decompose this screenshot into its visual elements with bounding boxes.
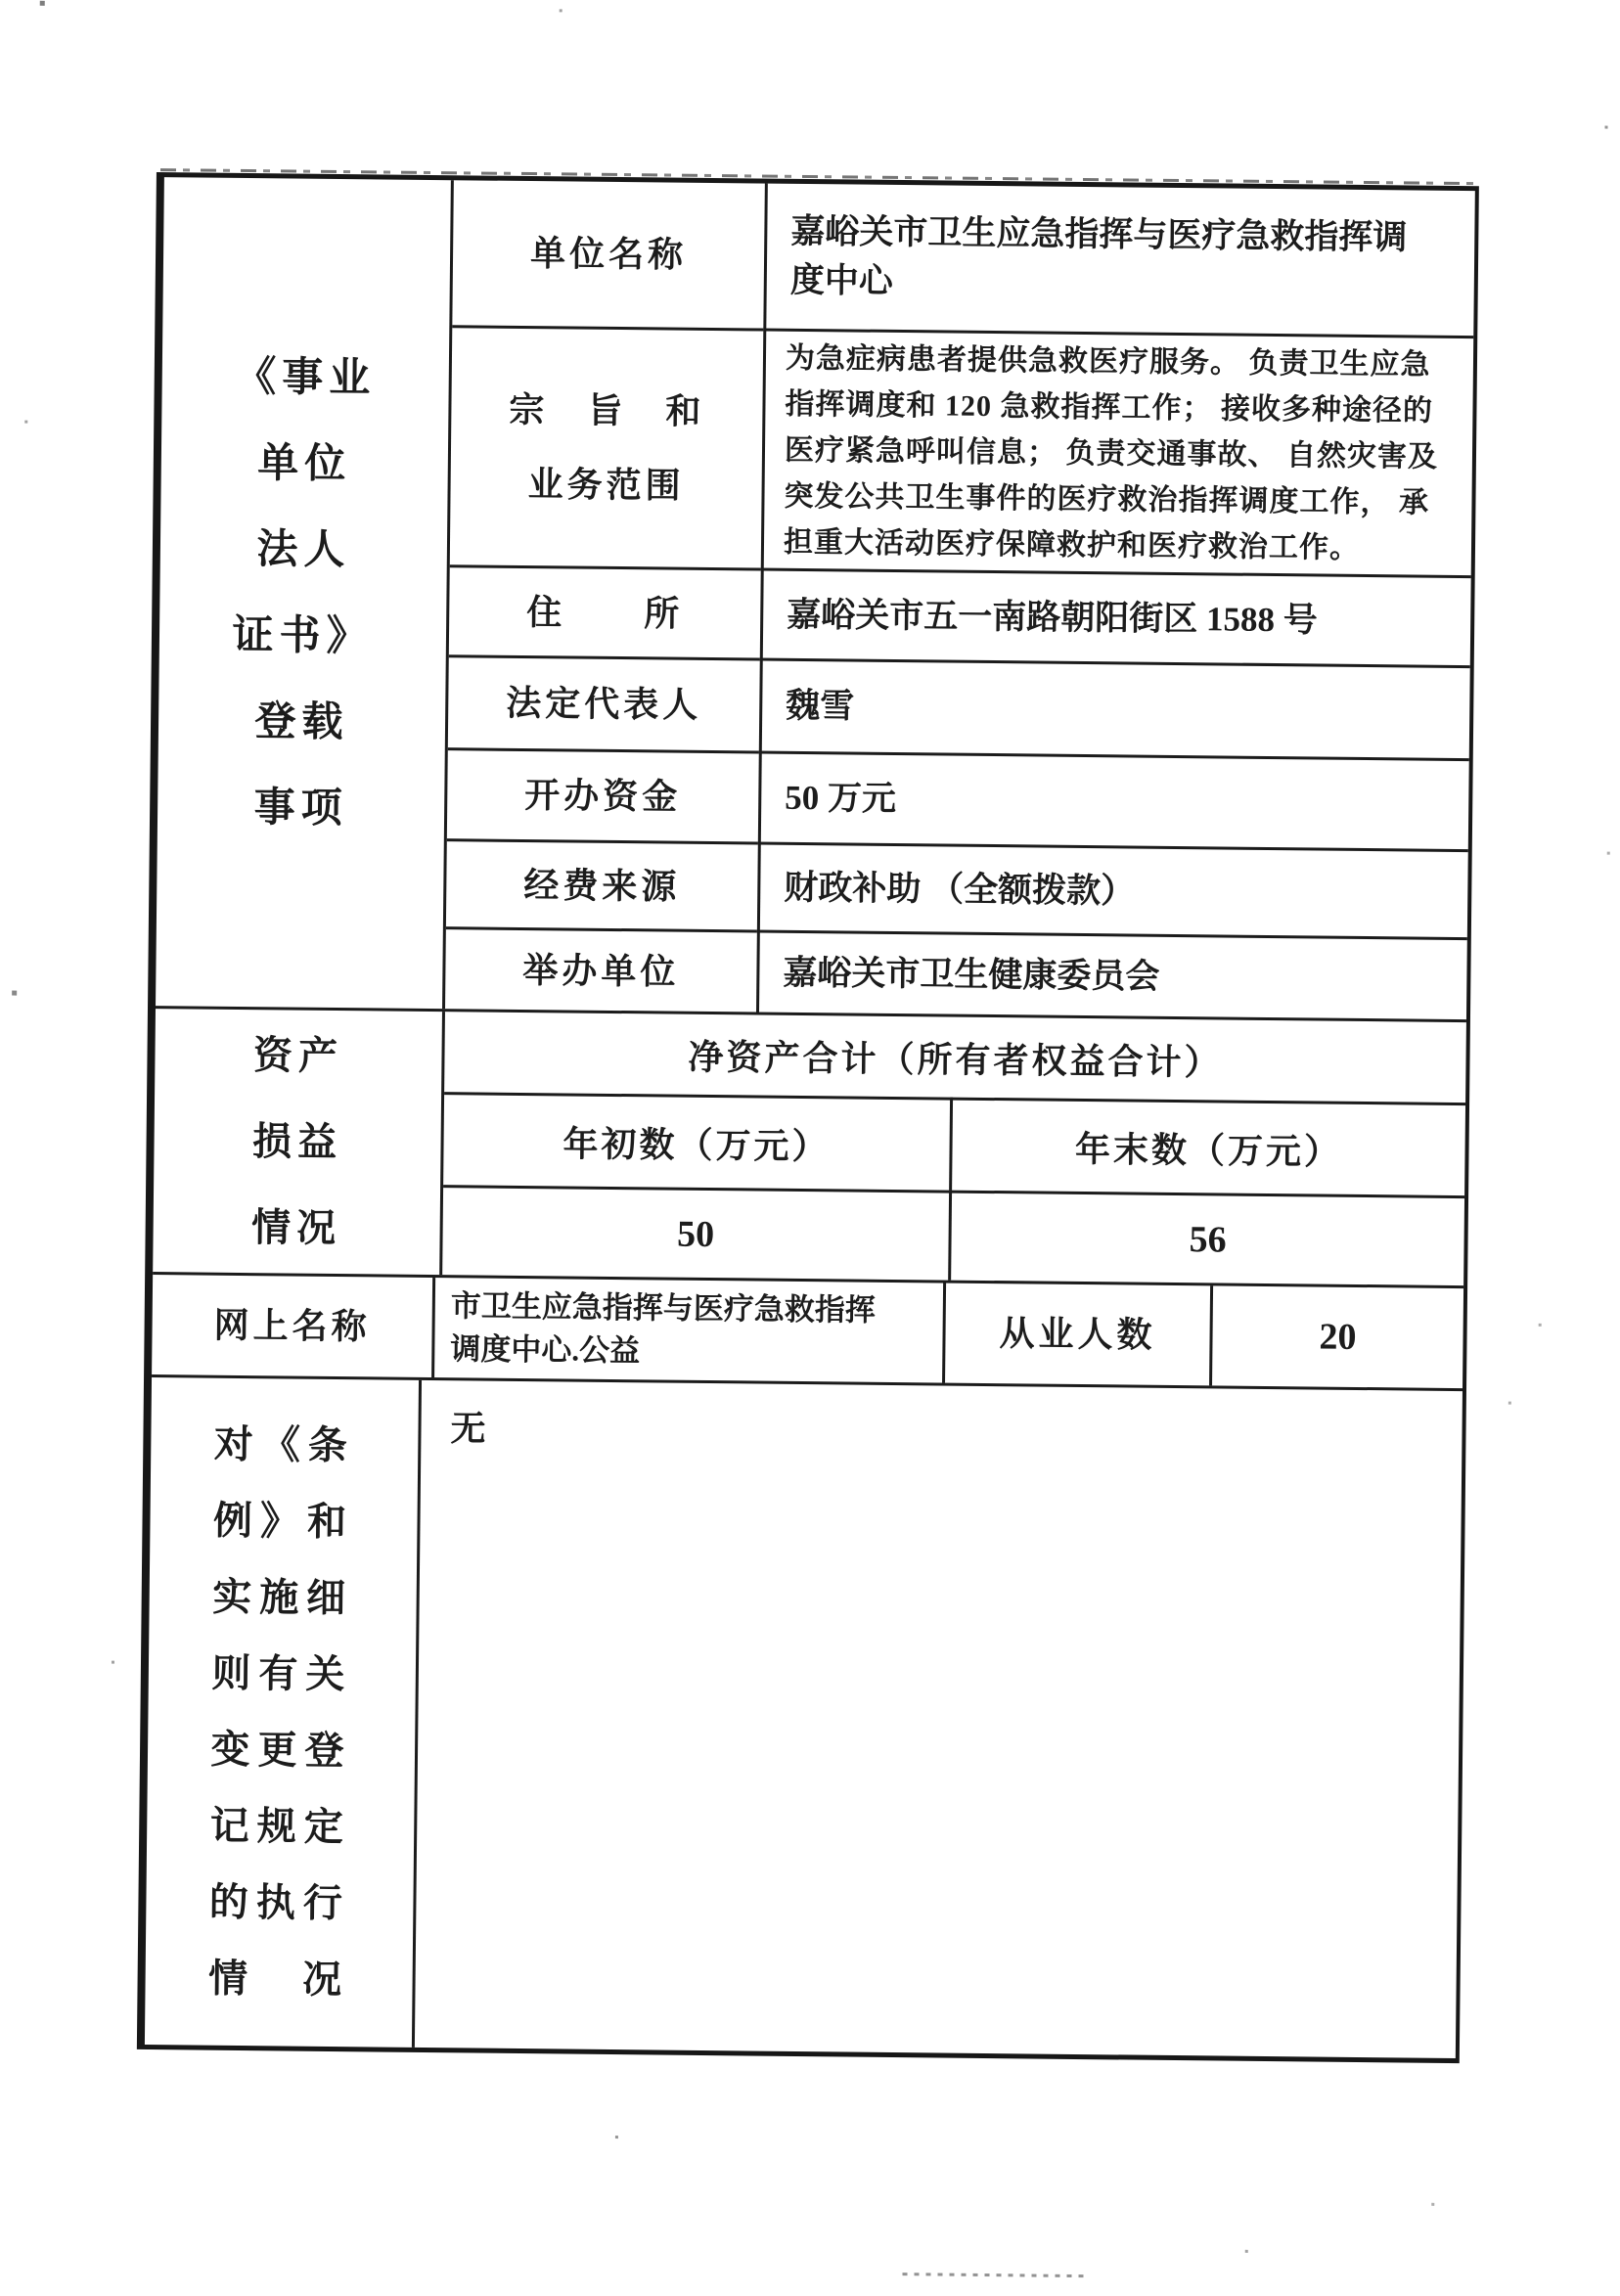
assets-section	[153, 1006, 1466, 1285]
organizer-label: 举办单位	[445, 926, 757, 1012]
year-end-header: 年末数（万元）	[949, 1098, 1465, 1196]
regulation-value: 无	[450, 1409, 486, 1449]
legal-representative-label: 法定代表人	[448, 654, 760, 750]
organizer-value: 嘉峪关市卫生健康委员会	[756, 930, 1467, 1020]
unit-name-value: 嘉峪关市卫生应急指挥与医疗急救指挥调 度中心	[763, 184, 1475, 337]
staff-count-value: 20	[1209, 1285, 1463, 1388]
opening-capital-value: 50 万元	[758, 751, 1469, 850]
funding-source-label: 经费来源	[446, 838, 758, 929]
address-label: 住 所	[449, 564, 761, 657]
year-end-value: 56	[948, 1191, 1464, 1286]
net-assets-header: 净资产合计（所有者权益合计）	[688, 1037, 1223, 1082]
online-name-label: 网上名称	[213, 1305, 371, 1347]
certificate-side-label: 《事业 单位 法人 证书》 登载 事项	[156, 177, 454, 1009]
year-begin-header: 年初数（万元）	[443, 1092, 950, 1190]
mission-scope-label: 宗 旨 和 业务范围	[450, 325, 764, 567]
year-begin-value: 50	[442, 1185, 949, 1280]
online-name-value: 市卫生应急指挥与医疗急救指挥 调度中心.公益	[431, 1278, 943, 1382]
assets-side-label: 资产 损益 情况	[153, 1009, 445, 1275]
unit-name-label: 单位名称	[529, 234, 688, 275]
opening-capital-label: 开办资金	[447, 747, 759, 841]
regulation-section	[145, 1374, 1462, 2058]
legal-representative-value: 魏雪	[759, 658, 1470, 759]
scan-smudge	[902, 2273, 1083, 2277]
address-value: 嘉峪关市五一南路朝阳街区 1588 号	[760, 568, 1471, 666]
online-name-row	[152, 1272, 1463, 1388]
certificate-items-section	[156, 177, 1475, 1019]
staff-count-label: 从业人数	[942, 1283, 1210, 1386]
funding-source-value: 财政补助 （全额拨款）	[757, 842, 1468, 938]
registration-form-table	[137, 172, 1479, 2063]
mission-scope-value: 为急症病患者提供急救医疗服务。 负责卫生应急 指挥调度和 120 急救指挥工作； 接收多种途径的 医疗紧急呼叫信息； 负责交通事故、 自然灾害及 突发公共卫生事件的医疗救治指挥调度工作， 承 担重大活动医疗保障救护和医疗救治工作。	[761, 329, 1474, 576]
regulation-side-label: 对《条 例》和 实施细 则有关 变更登 记规定 的执行 情 况	[145, 1377, 422, 2048]
